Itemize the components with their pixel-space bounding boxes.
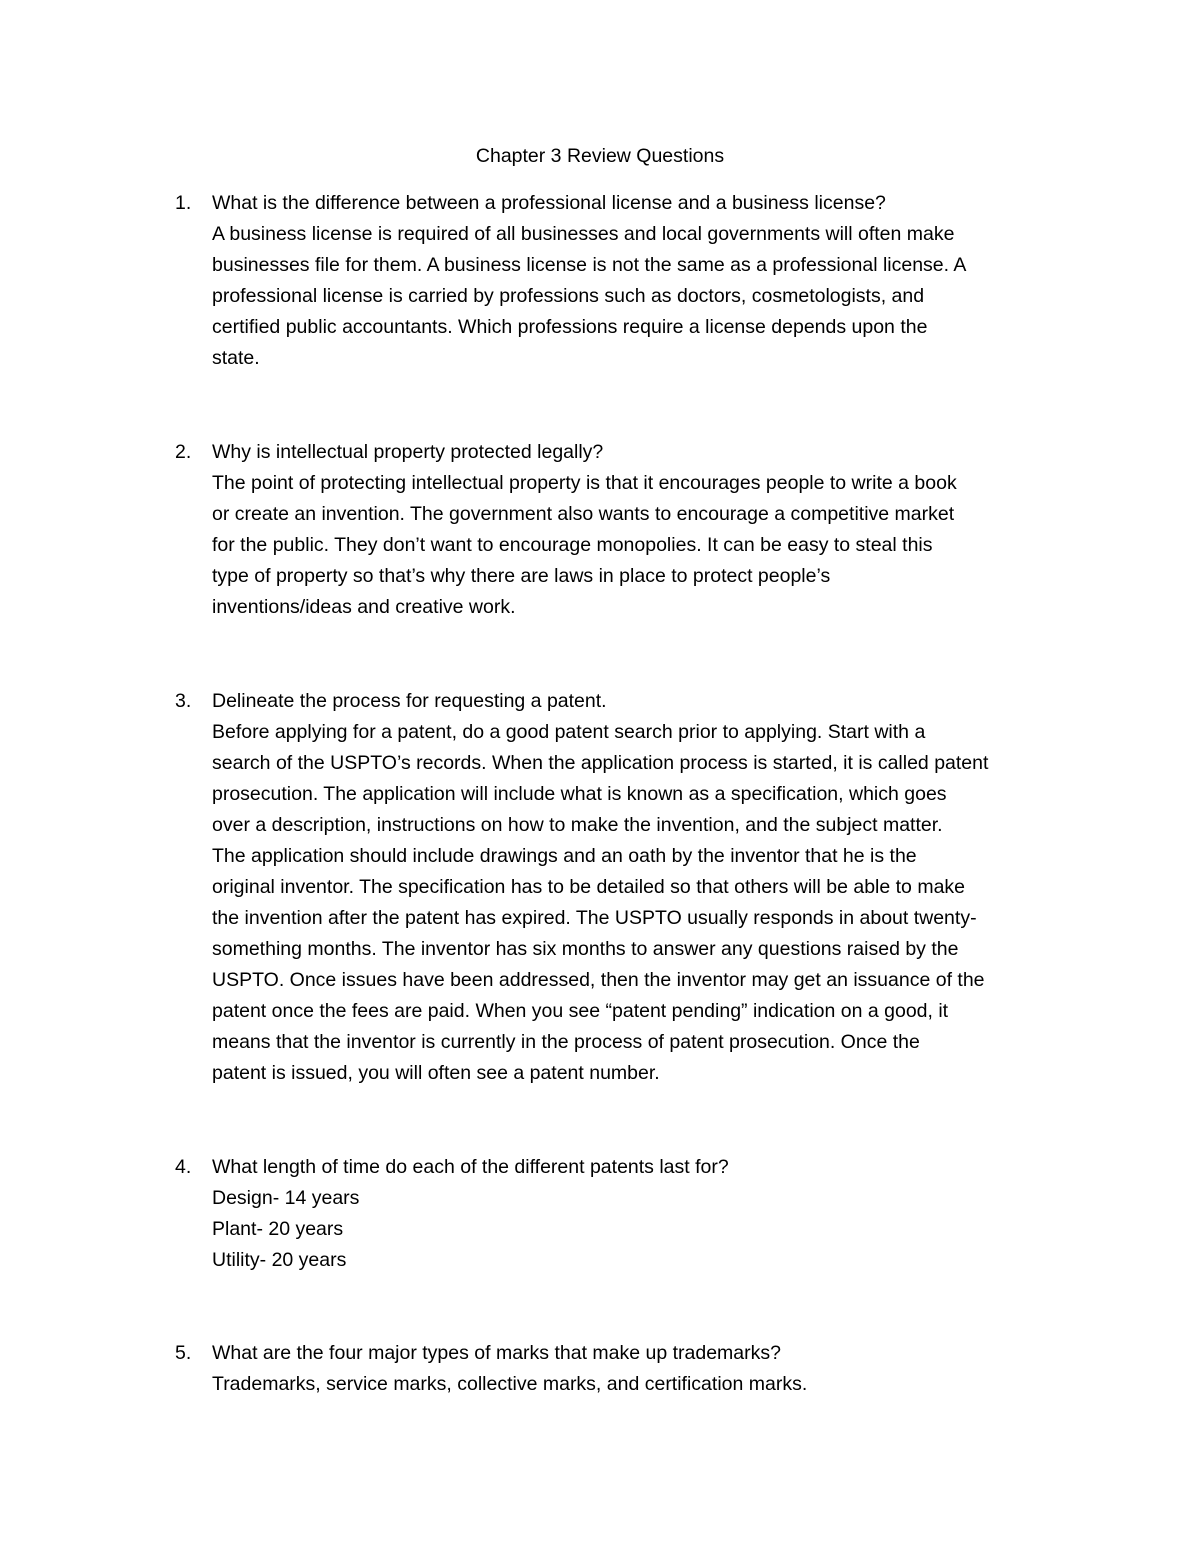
answer-line: The application should include drawings and an oath by the inventor that he is the [212,845,917,867]
answer-line: Plant- 20 years [212,1218,344,1240]
answer-line: type of property so that’s why there are laws in place to protect people’s [212,565,831,587]
answer-line: for the public. They don’t want to encourage monopolies. It can be easy to steal this [212,534,933,556]
question-number: 4. [175,1156,192,1178]
answer-line: businesses file for them. A business license is not the same as a professional license. A [212,254,967,276]
answer-line: USPTO. Once issues have been addressed, then the inventor may get an issuance of the [212,969,985,991]
question-text: Delineate the process for requesting a patent. [212,690,607,712]
question-text: What length of time do each of the different patents last for? [212,1156,729,1178]
answer-line: or create an invention. The government also wants to encourage a competitive market [212,503,955,525]
answer-line: Trademarks, service marks, collective marks, and certification marks. [212,1373,808,1395]
answer-line: A business license is required of all businesses and local governments will often make [212,223,955,245]
question-number: 5. [175,1342,192,1364]
answer-line: The point of protecting intellectual property is that it encourages people to write a book [212,472,957,494]
question-text: What is the difference between a professional license and a business license? [212,192,886,214]
question-body [212,1152,1062,1276]
question-body [212,686,1062,1089]
answer-line: Utility- 20 years [212,1249,347,1271]
answer-line: inventions/ideas and creative work. [212,596,516,618]
answer-line: original inventor. The specification has to be detailed so that others will be able to make [212,876,966,898]
answer-line: patent is issued, you will often see a patent number. [212,1062,660,1084]
question-number: 2. [175,441,192,463]
answer-line: over a description, instructions on how to make the invention, and the subject matter. [212,814,943,836]
answer-line: state. [212,347,260,369]
question-body [212,188,1062,374]
answer-line: prosecution. The application will include what is known as a specification, which goes [212,783,947,805]
answer-line: something months. The inventor has six months to answer any questions raised by the [212,938,959,960]
answer-line: Before applying for a patent, do a good patent search prior to applying. Start with a [212,721,926,743]
question-body [212,1338,1062,1400]
question-text: Why is intellectual property protected legally? [212,441,604,463]
question-number: 3. [175,690,192,712]
question-text: What are the four major types of marks that make up trademarks? [212,1342,781,1364]
document-title: Chapter 3 Review Questions [475,145,725,167]
answer-line: search of the USPTO’s records. When the application process is started, it is called patent [212,752,989,774]
answer-line: patent once the fees are paid. When you see “patent pending” indication on a good, it [212,1000,949,1022]
question-body [212,437,1062,623]
answer-line: professional license is carried by professions such as doctors, cosmetologists, and [212,285,925,307]
answer-line: Design- 14 years [212,1187,360,1209]
answer-line: the invention after the patent has expired. The USPTO usually responds in about twenty- [212,907,977,929]
question-number: 1. [175,192,192,214]
answer-line: means that the inventor is currently in the process of patent prosecution. Once the [212,1031,920,1053]
answer-line: certified public accountants. Which professions require a license depends upon the [212,316,928,338]
